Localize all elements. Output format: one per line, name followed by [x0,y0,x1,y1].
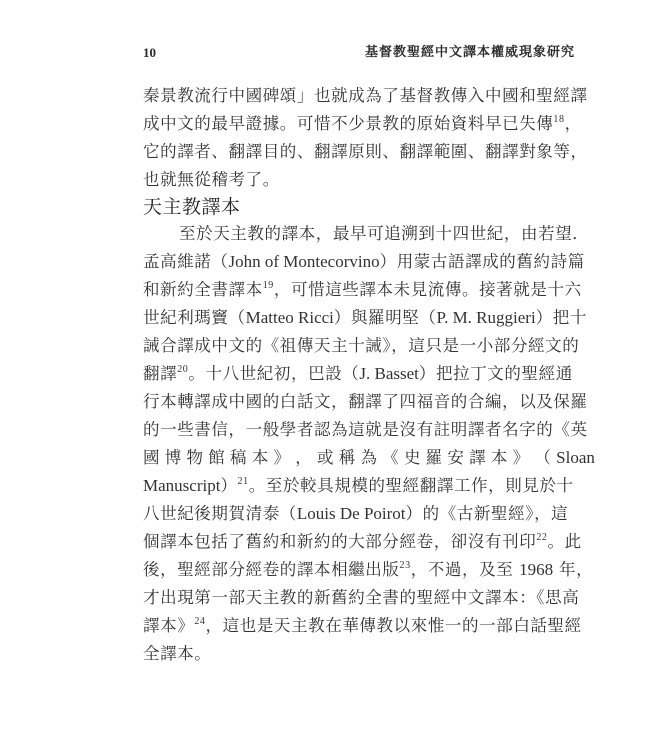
text-line: 和新約全書譯本$^{19}$，可惜這些譯本未見流傳。接著就是十六 [143,280,582,299]
text-line: 國 博 物 館 稿 本 》 ， 或 稱 為 《 史 羅 安 譯 本 》 （ Sloan [143,448,595,467]
text-line: 翻譯$^{20}$。十八世紀初，巴設（J. Basset）把拉丁文的聖經通 [143,364,573,383]
footnote-ref: 22 [536,532,548,543]
text-line: Manuscript）$^{21}$。至於較具規模的聖經翻譯工作，則見於十 [143,476,574,495]
text-line: 誡合譯成中文的《祖傳天主十誡》，這只是一小部分經文的 [143,336,580,355]
text-line: 至於天主教的譯本，最早可追溯到十四世紀，由若望． [179,224,590,243]
footnote-ref: 18 [553,114,565,125]
text-line: 八世紀後期賀清泰（Louis De Poirot）的《古新聖經》，這 [143,504,569,523]
text-line: 全譯本。 [143,644,212,663]
text-line: 才出現第一部天主教的新舊約全書的聖經中文譯本：《思高 [143,588,580,607]
text-line: 它的譯者、翻譯目的、翻譯原則、翻譯範圍、翻譯對象等， [143,142,588,161]
footnote-ref: 23 [399,560,411,571]
book-title: 基督教聖經中文譯本權威現象研究 [364,45,575,60]
section-heading-catholic: 天主教譯本 [143,196,241,218]
text-line: 譯本》$^{24}$，這也是天主教在華傳教以來惟一的一部白話聖經 [143,616,582,635]
footnote-ref: 19 [262,280,274,291]
text-line: 成中文的最早證據。可惜不少景教的原始資料早已失傳$^{18}$， [143,114,582,133]
text-line: 世紀利瑪竇（Matteo Ricci）與羅明堅（P. M. Ruggieri）把十 [143,308,587,327]
text-line: 秦景教流行中國碑頌」也就成為了基督教傳入中國和聖經譯 [143,86,588,105]
text-line: 後，聖經部分經卷的譯本相繼出版$^{23}$，不過，及至 1968 年， [143,560,594,579]
text-line: 的一些書信，一般學者認為這就是沒有註明譯者名字的《英 [143,420,588,439]
footnote-ref: 20 [177,364,189,375]
running-header [143,43,575,63]
text-line: 也就無從稽考了。 [143,170,280,189]
page-number: 10 [143,45,156,60]
text-line: 個譯本包括了舊約和新約的大部分經卷，卻沒有刊印$^{22}$。此 [143,532,582,551]
text-line: 行本轉譯成中國的白話文，翻譯了四福音的合編，以及保羅 [143,392,588,411]
footnote-ref: 24 [194,616,206,627]
footnote-ref: 21 [237,476,249,487]
text-line: 孟高維諾（John of Montecorvino）用蒙古語譯成的舊約詩篇 [143,252,585,271]
